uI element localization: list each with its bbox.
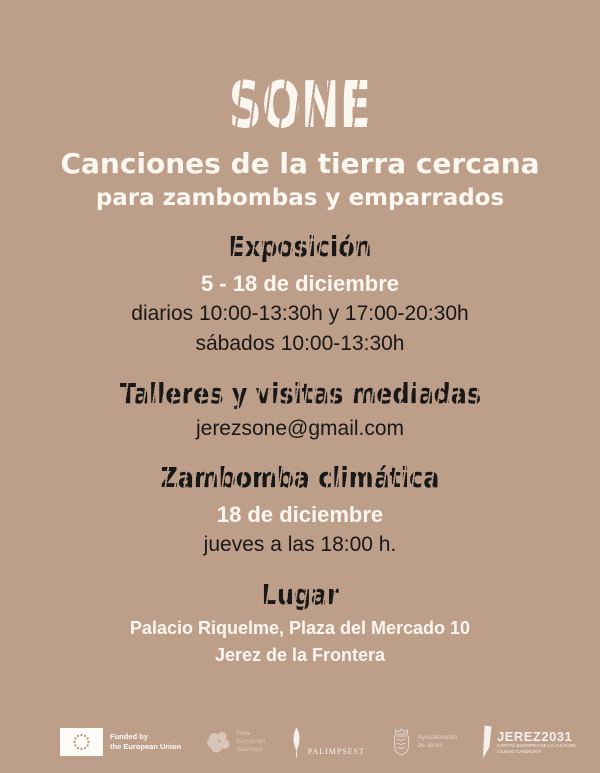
ayuntamiento-jerez-logo	[390, 727, 458, 757]
jerez2031-icon	[482, 725, 493, 759]
section-talleres	[0, 377, 600, 443]
jerez-crest-icon	[390, 727, 413, 757]
venue-address: Palacio Riquelme, Plaza del Mercado 10	[129, 618, 471, 639]
ayuntamiento-text	[418, 734, 458, 750]
section-exposicion	[0, 230, 600, 358]
bauhaus-line2: European	[236, 738, 266, 746]
jerez2031-text	[497, 730, 576, 755]
poster-title: SONE	[228, 69, 372, 143]
exposicion-dates: 5 - 18 de diciembre	[200, 270, 400, 296]
section-heading-talleres: Talleres y visitas mediadas	[119, 376, 481, 410]
eu-flag-icon	[60, 728, 103, 756]
section-heading-lugar: Lugar	[261, 577, 339, 611]
jerez-2031-logo	[482, 725, 576, 759]
section-heading-zambomba: Zambomba climática	[160, 461, 440, 495]
section-lugar	[0, 578, 600, 667]
poster-tagline: para zambombas y emparrados	[95, 184, 505, 211]
exposicion-saturday-hours: sábados 10:00-13:30h	[195, 332, 405, 356]
section-heading-exposicion: Exposición	[228, 229, 372, 263]
eu-funding-line2: the European Union	[110, 742, 182, 751]
contact-email: jerezsone@gmail.com	[195, 417, 405, 441]
palimpsest-leaf-icon	[290, 727, 303, 758]
jerez2031-subtitle-line1: CAPITAL EUROPEA DE LA CULTURA	[496, 742, 576, 748]
jerez2031-label: JEREZ2031	[496, 728, 573, 744]
palimpsest-label: PALIMPSEST	[307, 746, 366, 756]
zambomba-time: jueves a las 18:00 h.	[203, 533, 397, 557]
zambomba-date: 18 de diciembre	[216, 501, 384, 527]
ayuntamiento-line1: Ayuntamiento	[417, 733, 458, 741]
bauhaus-text	[237, 730, 265, 753]
bauhaus-line1: New	[236, 730, 250, 738]
bauhaus-line3: Bauhaus	[236, 745, 263, 753]
eu-funding-line1: Funded by	[110, 731, 148, 741]
bauhaus-flower-icon	[206, 729, 232, 755]
new-european-bauhaus-logo	[206, 729, 265, 755]
section-zambomba	[0, 461, 600, 558]
poster-header	[0, 0, 600, 211]
exposicion-weekday-hours: diarios 10:00-13:30h y 17:00-20:30h	[131, 302, 469, 326]
jerez2031-subtitle-line2: CIUDAD CANDIDATA	[496, 748, 542, 754]
eu-funding-logo	[60, 728, 181, 756]
footer-logos	[0, 725, 600, 759]
palimpsest-logo	[290, 727, 365, 758]
venue-city: Jerez de la Frontera	[214, 644, 386, 665]
eu-funding-text	[110, 732, 181, 752]
poster-subtitle: Canciones de la tierra cercana	[60, 147, 540, 181]
ayuntamiento-line2: de Jerez	[417, 742, 443, 749]
